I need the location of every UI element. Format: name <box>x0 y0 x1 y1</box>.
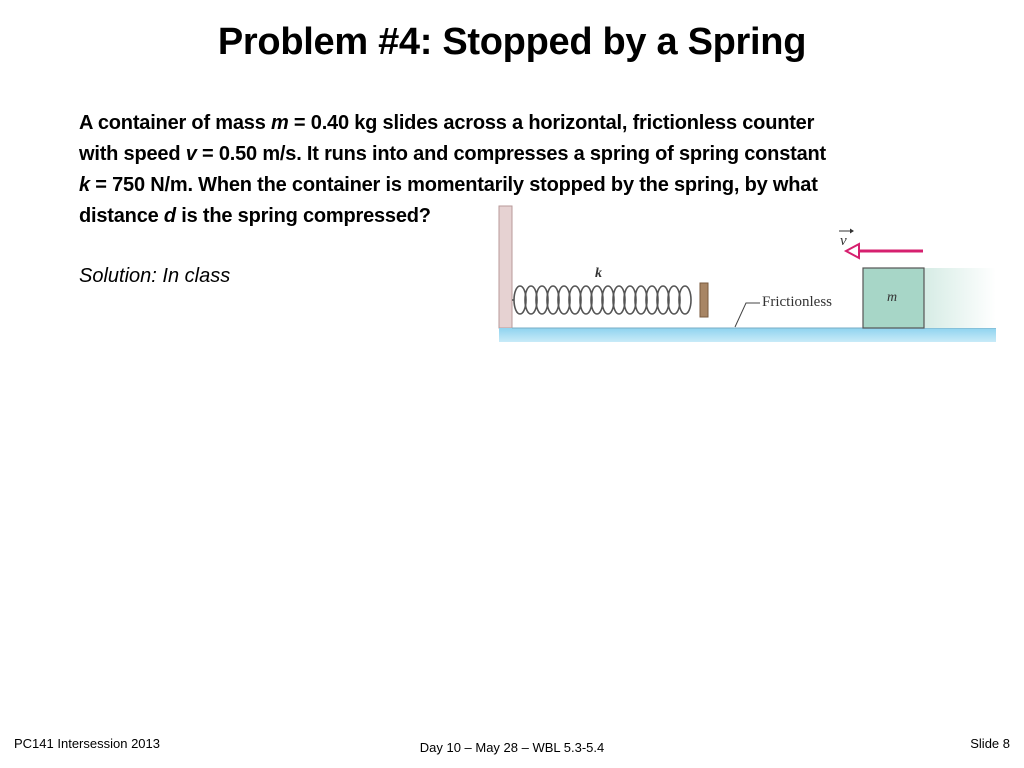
wall <box>499 206 512 328</box>
frictionless-leader-line <box>735 303 760 327</box>
slide-title: Problem #4: Stopped by a Spring <box>217 21 807 63</box>
mass-variable: m <box>270 112 289 134</box>
block-mass-label: m <box>887 290 898 305</box>
problem-line-2: with speed v = 0.50 m/s. It runs into and compresses a spring of spring constant <box>79 143 826 165</box>
footer-slide-number: Slide 8 <box>970 736 1010 751</box>
velocity-label: v <box>840 233 847 249</box>
spring-label: k <box>595 266 602 281</box>
footer-day: Day 10 – May 28 – WBL 5.3-5.4 <box>419 740 605 755</box>
problem-line-1: A container of mass m = 0.40 kg slides across a horizontal, frictionless counter <box>79 112 815 134</box>
footer-course: PC141 Intersession 2013 <box>14 736 160 751</box>
problem-line-4: distance d is the spring compressed? <box>79 205 431 227</box>
spring-end-plate <box>700 283 708 317</box>
spring-constant-variable: k <box>79 174 90 196</box>
spring-block-figure <box>498 205 998 345</box>
floor-surface <box>499 328 996 342</box>
problem-line-3: k = 750 N/m. When the container is momentarily stopped by the spring, by what <box>79 174 818 196</box>
figure-svg <box>498 205 998 345</box>
velocity-variable: v <box>185 143 197 165</box>
solution-text: Solution: In class <box>79 265 231 287</box>
spring <box>514 286 691 314</box>
velocity-arrow <box>846 244 923 258</box>
frictionless-label: Frictionless <box>762 294 832 310</box>
distance-variable: d <box>163 205 176 227</box>
block-fade-region <box>924 268 996 328</box>
